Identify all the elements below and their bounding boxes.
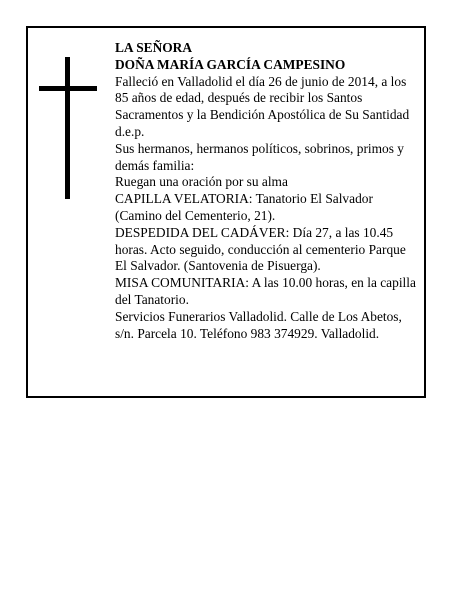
mass-details: MISA COMUNITARIA: A las 10.00 horas, en la capilla del Tanatorio.: [115, 275, 416, 307]
notice-text: [115, 40, 421, 342]
prayer-request: Ruegan una oración por su alma: [115, 174, 288, 190]
notice-title: LA SEÑORA: [115, 40, 193, 55]
death-announcement: Falleció en Valladolid el día 26 de junio de 2014, a los 85 años de edad, después de recibir los Santos Sacramentos y la Bendición Apostólica de Su Santidad d.e.p.: [115, 73, 410, 139]
cross-horizontal-bar: [39, 86, 97, 91]
funeral-services-contact: Servicios Funerarios Valladolid. Calle de Los Abetos, s/n. Parcela 10. Teléfono 983 374929. Valladolid.: [115, 308, 402, 341]
obituary-notice: [26, 26, 426, 398]
wake-location: CAPILLA VELATORIA: Tanatorio El Salvador (Camino del Cementerio, 21).: [115, 191, 373, 223]
deceased-name: DOÑA MARÍA GARCÍA CAMPESINO: [115, 56, 346, 72]
cross-vertical-bar: [65, 57, 70, 199]
family-line: Sus hermanos, hermanos políticos, sobrinos, primos y demás familia:: [115, 140, 404, 173]
funeral-details: DESPEDIDA DEL CADÁVER: Día 27, a las 10.45 horas. Acto seguido, conducción al cementerio Parque El Salvador. (Santovenia de Pisuerga).: [115, 224, 406, 274]
cross-icon: [39, 57, 97, 199]
